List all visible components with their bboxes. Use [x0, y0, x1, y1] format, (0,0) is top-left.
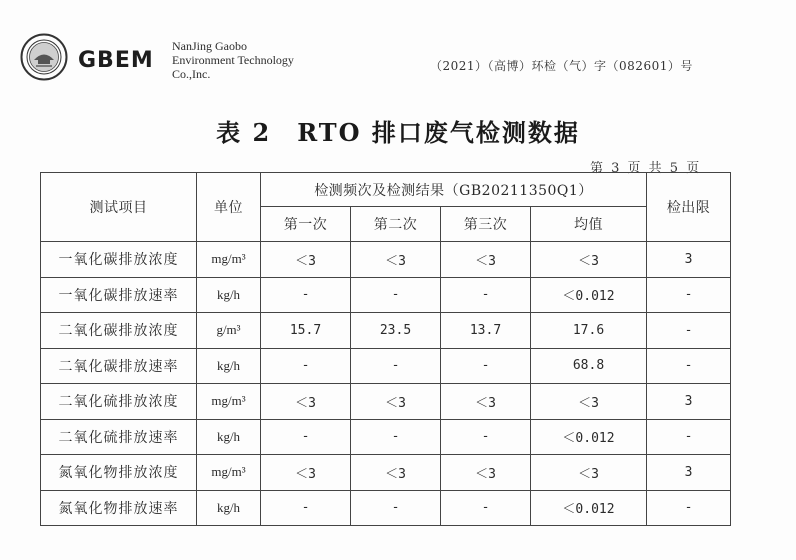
company-name [172, 39, 294, 81]
cell-unit: kg/h [197, 348, 261, 384]
results-table [40, 172, 731, 526]
cell-run-2: - [351, 419, 441, 455]
cell-detection-limit: 3 [647, 242, 731, 278]
cell-mean: ＜3 [531, 455, 647, 491]
table-row [41, 419, 731, 455]
cell-unit: mg/m³ [197, 455, 261, 491]
cell-item: 氮氧化物排放浓度 [41, 455, 197, 491]
cell-mean: 17.6 [531, 313, 647, 349]
cell-item: 一氧化碳排放速率 [41, 277, 197, 313]
header-run-2: 第二次 [351, 207, 441, 242]
cell-item: 一氧化碳排放浓度 [41, 242, 197, 278]
table-row [41, 242, 731, 278]
company-name-line-3: Co.,Inc. [172, 67, 211, 81]
table-row [41, 277, 731, 313]
cell-unit: kg/h [197, 490, 261, 526]
header-detection-limit: 检出限 [647, 173, 731, 242]
cell-run-1: ＜3 [261, 384, 351, 420]
cell-item: 二氧化碳排放速率 [41, 348, 197, 384]
cell-run-2: - [351, 277, 441, 313]
cell-detection-limit: 3 [647, 384, 731, 420]
cell-unit: kg/h [197, 277, 261, 313]
table-row [41, 313, 731, 349]
cell-run-3: - [441, 419, 531, 455]
cell-mean: ＜0.012 [531, 277, 647, 313]
cell-run-1: - [261, 419, 351, 455]
cell-run-2: ＜3 [351, 384, 441, 420]
cell-item: 二氧化硫排放速率 [41, 419, 197, 455]
cell-run-3: 13.7 [441, 313, 531, 349]
cell-run-1: 15.7 [261, 313, 351, 349]
cell-detection-limit: - [647, 277, 731, 313]
header-results-group: 检测频次及检测结果（GB20211350Q1） [261, 173, 647, 207]
brand-name: GBEM [78, 48, 154, 73]
company-seal-logo [20, 33, 68, 81]
cell-detection-limit: - [647, 419, 731, 455]
cell-detection-limit: 3 [647, 455, 731, 491]
cell-run-1: - [261, 348, 351, 384]
cell-detection-limit: - [647, 348, 731, 384]
cell-run-2: 23.5 [351, 313, 441, 349]
cell-run-3: - [441, 490, 531, 526]
cell-run-1: - [261, 277, 351, 313]
cell-item: 二氧化硫排放浓度 [41, 384, 197, 420]
cell-run-1: - [261, 490, 351, 526]
cell-run-2: - [351, 348, 441, 384]
cell-run-2: - [351, 490, 441, 526]
cell-unit: mg/m³ [197, 242, 261, 278]
cell-mean: ＜3 [531, 242, 647, 278]
header-item: 测试项目 [41, 173, 197, 242]
cell-run-3: - [441, 348, 531, 384]
cell-unit: g/m³ [197, 313, 261, 349]
table-row [41, 384, 731, 420]
cell-detection-limit: - [647, 490, 731, 526]
header-run-1: 第一次 [261, 207, 351, 242]
cell-run-1: ＜3 [261, 242, 351, 278]
cell-run-3: ＜3 [441, 455, 531, 491]
cell-run-3: ＜3 [441, 242, 531, 278]
cell-unit: kg/h [197, 419, 261, 455]
cell-mean: ＜0.012 [531, 419, 647, 455]
header-mean: 均值 [531, 207, 647, 242]
table-row [41, 490, 731, 526]
table-row [41, 455, 731, 491]
cell-item: 氮氧化物排放速率 [41, 490, 197, 526]
cell-mean: ＜0.012 [531, 490, 647, 526]
table-row [41, 348, 731, 384]
company-name-line-2: Environment Technology [172, 53, 294, 67]
cell-unit: mg/m³ [197, 384, 261, 420]
header-unit: 单位 [197, 173, 261, 242]
cell-run-3: ＜3 [441, 384, 531, 420]
document-number: （2021）（高博）环检（气）字（082601）号 [430, 59, 693, 73]
page-title: 表 2 RTO 排口废气检测数据 [216, 118, 580, 147]
company-name-line-1: NanJing Gaobo [172, 39, 247, 53]
cell-run-1: ＜3 [261, 455, 351, 491]
page-indicator: 第 3 页 共 5 页 [590, 161, 702, 176]
cell-run-3: - [441, 277, 531, 313]
cell-mean: 68.8 [531, 348, 647, 384]
cell-item: 二氧化碳排放浓度 [41, 313, 197, 349]
header-run-3: 第三次 [441, 207, 531, 242]
cell-run-2: ＜3 [351, 455, 441, 491]
cell-mean: ＜3 [531, 384, 647, 420]
cell-run-2: ＜3 [351, 242, 441, 278]
cell-detection-limit: - [647, 313, 731, 349]
